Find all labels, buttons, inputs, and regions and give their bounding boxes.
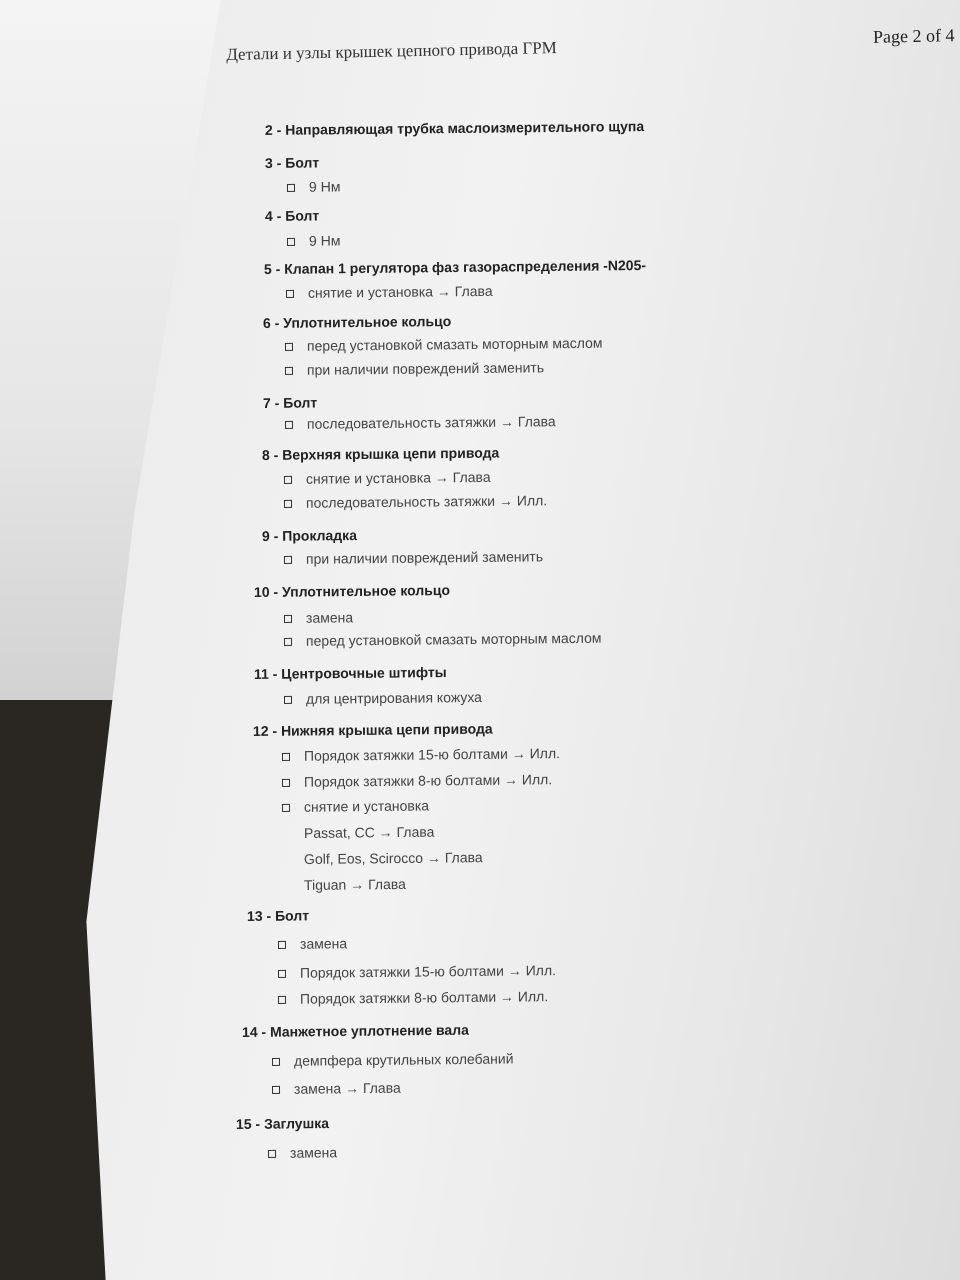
part-item <box>265 154 319 171</box>
line-text: Tiguan → Глава <box>303 875 406 893</box>
line-text: последовательность затяжки → Глава <box>306 413 556 432</box>
line-text: Порядок затяжки 15-ю болтами → Илл. <box>299 962 557 981</box>
line-text: 12 - Нижняя крышка цепи привода <box>252 720 493 739</box>
line-text: 2 - Направляющая трубка маслоизмерительного щупа <box>264 118 645 138</box>
part-item <box>247 907 309 924</box>
part-item <box>254 664 447 682</box>
part-note <box>284 492 547 511</box>
line-text: 15 - Заглушка <box>235 1115 330 1132</box>
line-text: снятие и установка <box>303 797 430 815</box>
square-bullet-icon <box>272 1086 280 1094</box>
part-note <box>285 413 556 432</box>
line-text: замена <box>299 935 348 952</box>
square-bullet-icon <box>284 615 292 623</box>
line-text: перед установкой смазать моторным маслом <box>306 334 603 354</box>
part-subnote <box>304 876 406 893</box>
square-bullet-icon <box>284 556 292 564</box>
square-bullet-icon <box>282 753 290 761</box>
square-bullet-icon <box>287 184 295 192</box>
line-text: Passat, CC → Глава <box>303 823 435 841</box>
part-note <box>278 962 556 981</box>
line-text: замена <box>305 609 354 626</box>
line-text: при наличии повреждений заменить <box>306 359 545 378</box>
line-text: 5 - Клапан 1 регулятора фаз газораспределения -N205- <box>263 257 647 277</box>
square-bullet-icon <box>284 696 292 704</box>
page-number: Page 2 of 4 <box>872 25 955 47</box>
square-bullet-icon <box>285 367 293 375</box>
part-note <box>268 1144 337 1161</box>
line-text: 4 - Болт <box>264 207 320 224</box>
part-note <box>282 797 429 815</box>
line-text: 11 - Центровочные штифты <box>253 663 447 682</box>
part-note <box>284 609 353 626</box>
part-note <box>278 988 548 1007</box>
part-item <box>254 582 450 600</box>
part-item <box>242 1022 469 1040</box>
part-note <box>284 689 482 707</box>
part-item <box>262 445 499 463</box>
square-bullet-icon <box>284 500 292 508</box>
square-bullet-icon <box>282 804 290 812</box>
line-text: для центрирования кожуха <box>305 688 483 707</box>
line-text: 7 - Болт <box>262 394 318 411</box>
line-text: замена <box>289 1144 338 1161</box>
part-subnote <box>304 824 435 841</box>
square-bullet-icon <box>272 1058 280 1066</box>
part-item <box>265 118 644 138</box>
square-bullet-icon <box>282 779 290 787</box>
part-note <box>285 359 544 378</box>
line-text: Порядок затяжки 15-ю болтами → Илл. <box>303 745 561 764</box>
part-note <box>284 630 602 649</box>
part-note <box>287 232 341 249</box>
line-text: 10 - Уплотнительное кольцо <box>253 581 451 600</box>
part-note <box>284 469 491 487</box>
line-text: Порядок затяжки 8-ю болтами → Илл. <box>303 771 553 790</box>
line-text: 9 - Прокладка <box>261 527 358 544</box>
part-note <box>285 335 603 354</box>
line-text: Golf, Eos, Scirocco → Глава <box>303 849 483 867</box>
part-note <box>278 935 347 952</box>
line-text: перед установкой смазать моторным маслом <box>305 629 602 649</box>
part-item <box>263 313 451 331</box>
line-text: 6 - Уплотнительное кольцо <box>262 313 452 331</box>
line-text: снятие и установка → Глава <box>305 468 491 487</box>
square-bullet-icon <box>284 476 292 484</box>
square-bullet-icon <box>278 941 286 949</box>
line-text: 9 Нм <box>308 232 341 249</box>
document-title: Детали и узлы крышек цепного привода ГРМ <box>226 38 557 64</box>
part-note <box>286 283 493 301</box>
line-text: 9 Нм <box>308 178 341 195</box>
part-item <box>264 257 646 277</box>
part-item <box>265 207 319 224</box>
square-bullet-icon <box>287 238 295 246</box>
square-bullet-icon <box>278 970 286 978</box>
part-item <box>253 720 493 739</box>
line-text: при наличии повреждений заменить <box>305 548 544 567</box>
line-text: замена → Глава <box>293 1079 401 1097</box>
line-text: 8 - Верхняя крышка цепи привода <box>261 444 500 463</box>
square-bullet-icon <box>284 638 292 646</box>
line-text: 14 - Манжетное уплотнение вала <box>241 1021 469 1040</box>
part-note <box>272 1050 514 1069</box>
square-bullet-icon <box>286 290 294 298</box>
square-bullet-icon <box>285 343 293 351</box>
line-text: 13 - Болт <box>246 907 310 924</box>
part-note <box>287 178 341 195</box>
part-note <box>272 1080 401 1097</box>
part-note <box>282 745 560 764</box>
part-item <box>236 1115 329 1132</box>
line-text: Порядок затяжки 8-ю болтами → Илл. <box>299 988 549 1007</box>
part-subnote <box>304 849 483 867</box>
square-bullet-icon <box>268 1150 276 1158</box>
square-bullet-icon <box>278 996 286 1004</box>
line-text: демпфера крутильных колебаний <box>293 1050 514 1069</box>
line-text: снятие и установка → Глава <box>307 282 493 301</box>
part-note <box>282 771 552 790</box>
part-item <box>262 527 357 544</box>
line-text: 3 - Болт <box>264 154 320 171</box>
line-text: последовательность затяжки → Илл. <box>305 492 548 511</box>
square-bullet-icon <box>285 421 293 429</box>
part-item <box>263 394 317 411</box>
part-note <box>284 548 543 567</box>
